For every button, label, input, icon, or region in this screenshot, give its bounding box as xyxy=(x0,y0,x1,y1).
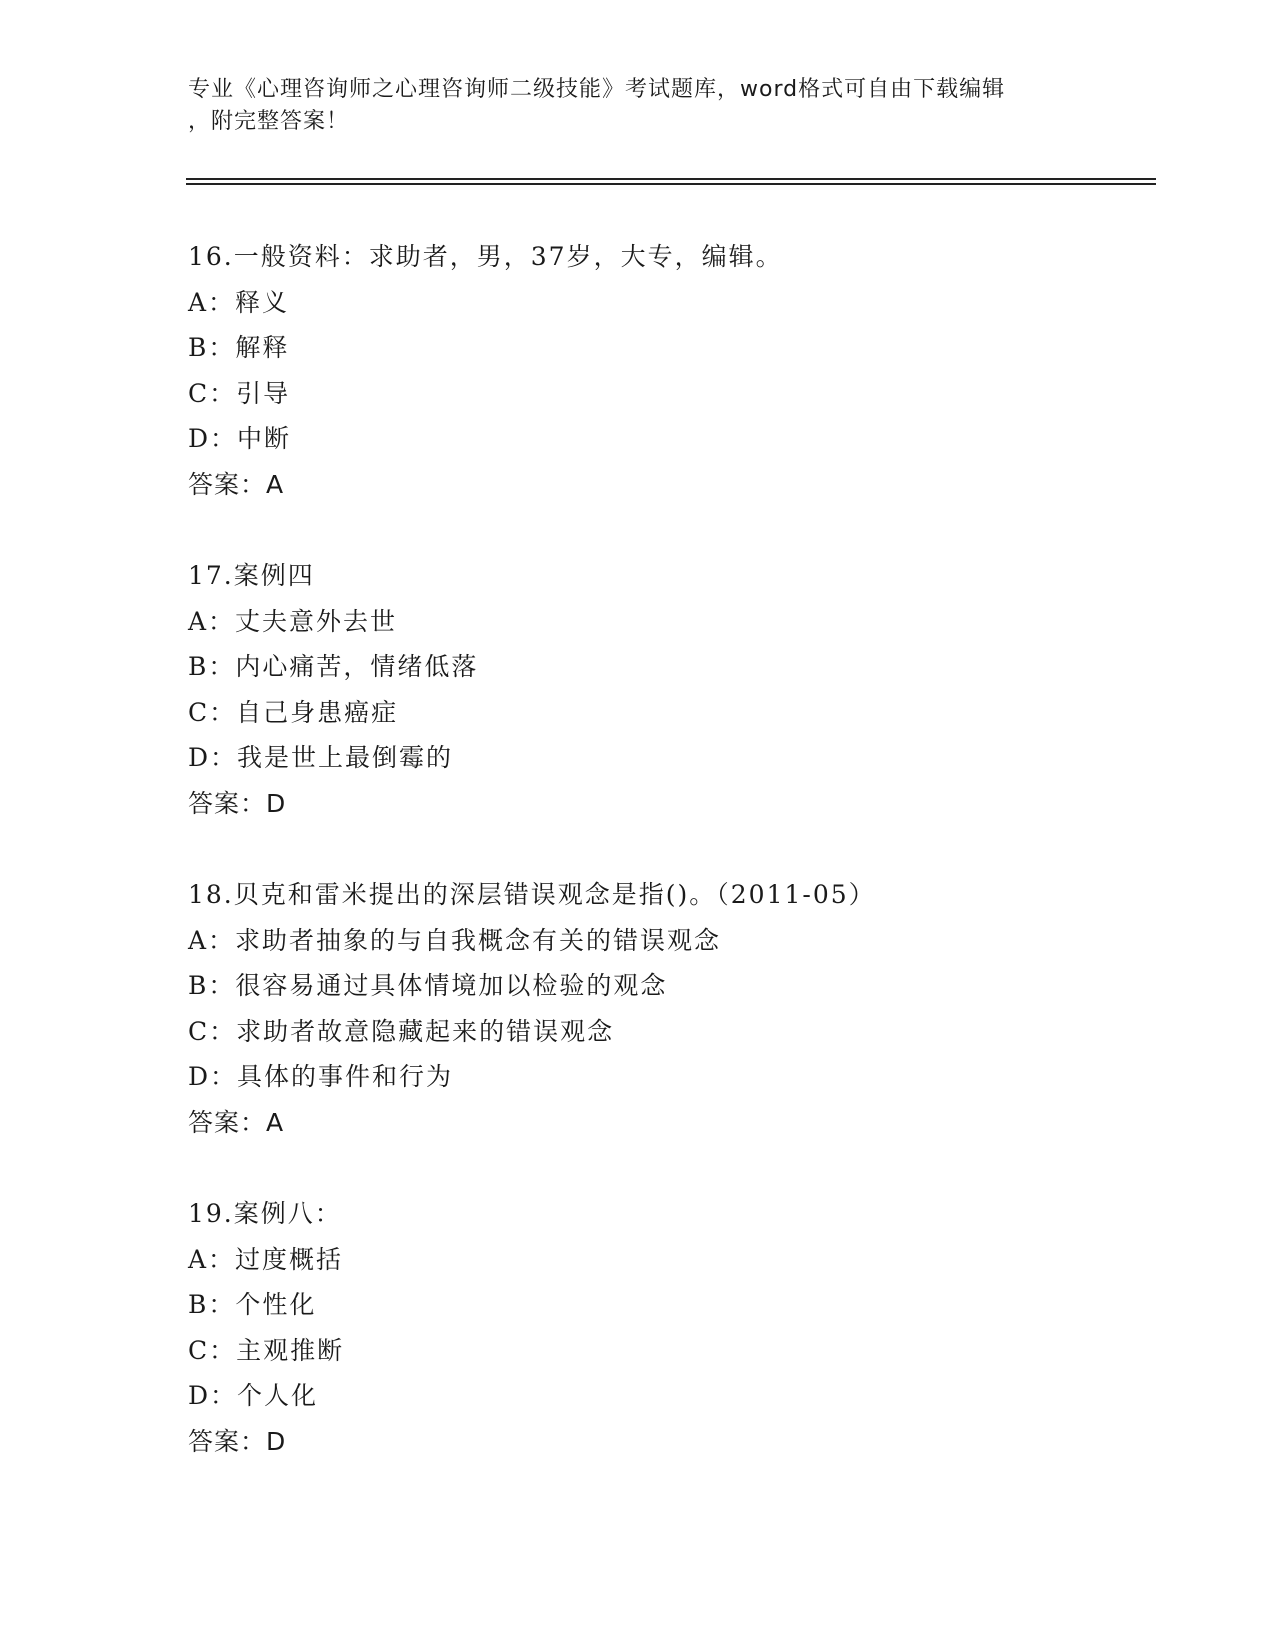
option-a: A：丈夫意外去世 xyxy=(188,606,398,636)
option-d: D：我是世上最倒霉的 xyxy=(188,743,454,772)
option-a: A：释义 xyxy=(188,287,290,317)
option-b: B：解释 xyxy=(188,333,290,362)
option-c: C：自己身患癌症 xyxy=(188,697,399,727)
option-a: A：过度概括 xyxy=(188,1244,344,1274)
header-line-1: 专业《心理咨询师之心理咨询师二级技能》考试题库，word格式可自由下载编辑 xyxy=(188,77,1006,102)
answer-line: 答案：A xyxy=(188,469,285,499)
header-line-2: ，附完整答案！ xyxy=(188,109,350,134)
header-divider-bottom xyxy=(186,183,1156,185)
document-header xyxy=(188,74,1088,138)
question-18 xyxy=(188,872,1148,1145)
header-divider-top xyxy=(186,178,1156,180)
question-17 xyxy=(188,553,1148,826)
question-stem: 16.一般资料：求助者，男，37岁，大专，编辑。 xyxy=(188,242,783,271)
option-c: C：主观推断 xyxy=(188,1335,345,1365)
option-b: B：很容易通过具体情境加以检验的观念 xyxy=(188,971,668,1000)
question-19 xyxy=(188,1191,1148,1464)
option-d: D：具体的事件和行为 xyxy=(188,1062,454,1091)
option-b: B：内心痛苦，情绪低落 xyxy=(188,652,479,681)
answer-line: 答案：A xyxy=(188,1107,285,1137)
question-stem: 17.案例四 xyxy=(188,561,315,590)
option-d: D：个人化 xyxy=(188,1381,319,1410)
answer-line: 答案：D xyxy=(188,1426,287,1456)
answer-line: 答案：D xyxy=(188,788,287,818)
option-c: C：引导 xyxy=(188,378,291,408)
option-b: B：个性化 xyxy=(188,1290,317,1319)
option-d: D：中断 xyxy=(188,424,292,453)
option-a: A：求助者抽象的与自我概念有关的错误观念 xyxy=(188,925,722,955)
question-stem: 19.案例八： xyxy=(188,1199,342,1228)
question-stem: 18.贝克和雷米提出的深层错误观念是指()。（2011-05） xyxy=(188,880,876,909)
option-c: C：求助者故意隐藏起来的错误观念 xyxy=(188,1016,615,1046)
question-16 xyxy=(188,234,1148,507)
